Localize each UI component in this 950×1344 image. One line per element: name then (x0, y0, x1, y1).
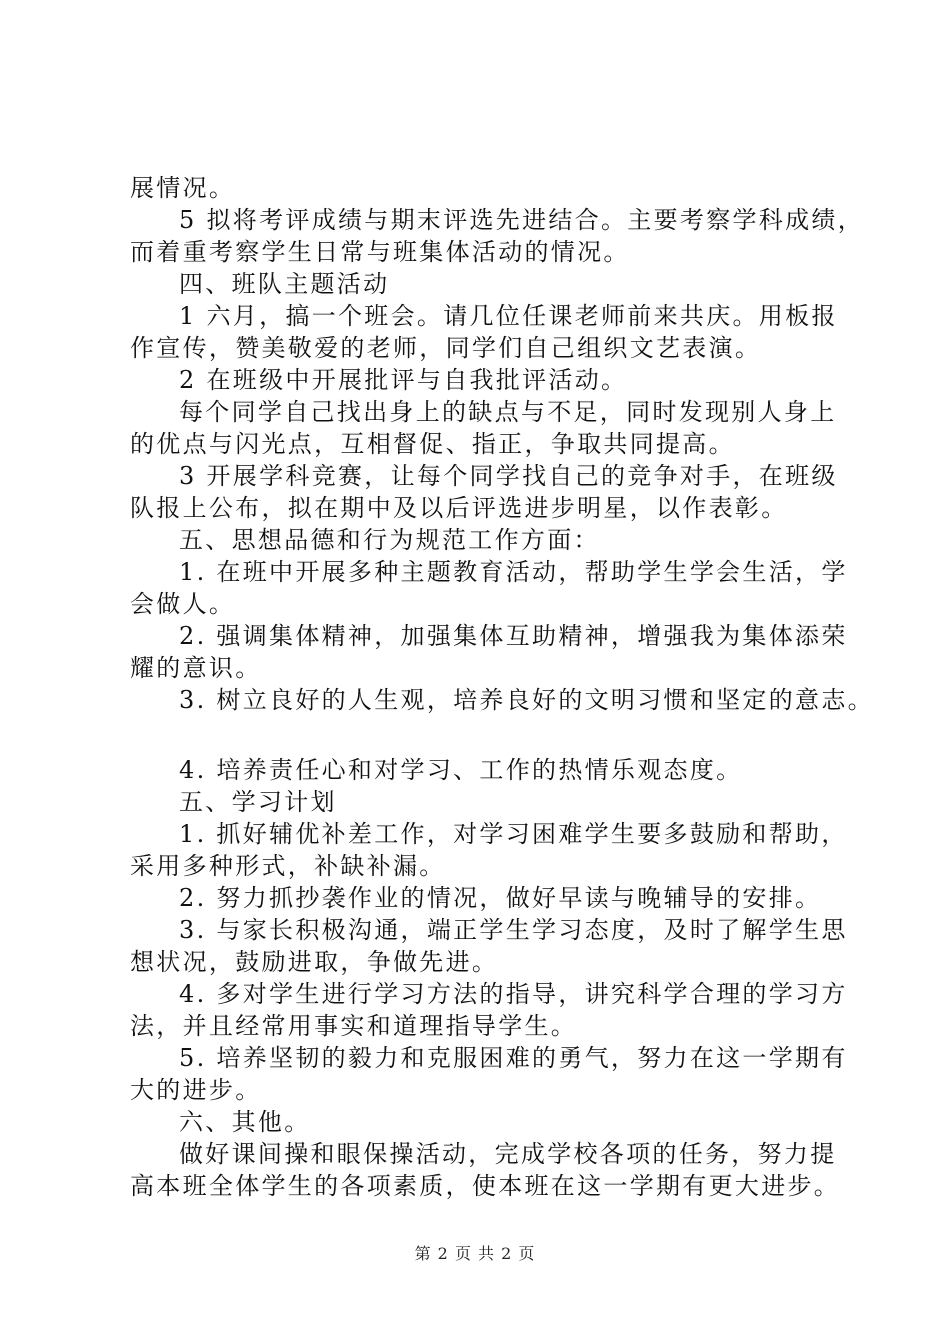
text-line: 会做人。 (130, 590, 236, 618)
section-heading: 四、班队主题活动 (179, 270, 390, 298)
text-line: 1. 抓好辅优补差工作，对学习困难学生要多鼓励和帮助， (179, 820, 848, 848)
section-heading: 五、学习计划 (179, 788, 337, 816)
blank-line (130, 716, 850, 754)
text-line: 1. 在班中开展多种主题教育活动，帮助学生学会生活，学 (179, 558, 848, 586)
text-line: 2. 努力抓抄袭作业的情况，做好早读与晚辅导的安排。 (179, 884, 822, 912)
text-line: 4. 培养责任心和对学习、工作的热情乐观态度。 (179, 756, 743, 784)
text-line: 采用多种形式，补缺补漏。 (130, 852, 446, 880)
section-heading: 六、其他。 (179, 1108, 311, 1136)
text-line: 2 在班级中开展批评与自我批评活动。 (179, 366, 628, 394)
section-heading: 五、思想品德和行为规范工作方面： (179, 526, 600, 554)
text-line: 想状况，鼓励进取，争做先进。 (130, 948, 499, 976)
text-line: 而着重考察学生日常与班集体活动的情况。 (130, 238, 630, 266)
document-body (130, 172, 874, 1202)
text-line: 3. 与家长积极沟通，端正学生学习态度，及时了解学生思 (179, 916, 848, 944)
text-line: 5 拟将考评成绩与期末评选先进结合。主要考察学科成绩， (179, 206, 864, 234)
text-line: 作宣传，赞美敬爱的老师，同学们自己组织文艺表演。 (130, 334, 762, 362)
text-line: 高本班全体学生的各项素质，使本班在这一学期有更大进步。 (130, 1172, 841, 1200)
text-line: 大的进步。 (130, 1076, 262, 1104)
text-line: 每个同学自己找出身上的缺点与不足，同时发现别人身上 (179, 398, 837, 426)
text-line: 4. 多对学生进行学习方法的指导，讲究科学合理的学习方 (179, 980, 848, 1008)
text-line: 法，并且经常用事实和道理指导学生。 (130, 1012, 578, 1040)
text-line: 的优点与闪光点，互相督促、指正，争取共同提高。 (130, 430, 735, 458)
text-line: 做好课间操和眼保操活动，完成学校各项的任务，努力提 (179, 1140, 837, 1168)
text-line: 1 六月，搞一个班会。请几位任课老师前来共庆。用板报 (179, 302, 838, 330)
page-number-footer: 第 2 页 共 2 页 (414, 1244, 536, 1263)
text-line: 3 开展学科竞赛，让每个同学找自己的竞争对手，在班级 (179, 462, 838, 490)
text-line: 2. 强调集体精神，加强集体互助精神，增强我为集体添荣 (179, 622, 848, 650)
text-line: 展情况。 (130, 174, 236, 202)
text-line: 队报上公布，拟在期中及以后评选进步明星，以作表彰。 (130, 494, 788, 522)
text-line: 5. 培养坚韧的毅力和克服困难的勇气，努力在这一学期有 (179, 1044, 848, 1072)
text-line: 耀的意识。 (130, 654, 262, 682)
text-line: 3. 树立良好的人生观，培养良好的文明习惯和坚定的意志。 (179, 686, 874, 714)
